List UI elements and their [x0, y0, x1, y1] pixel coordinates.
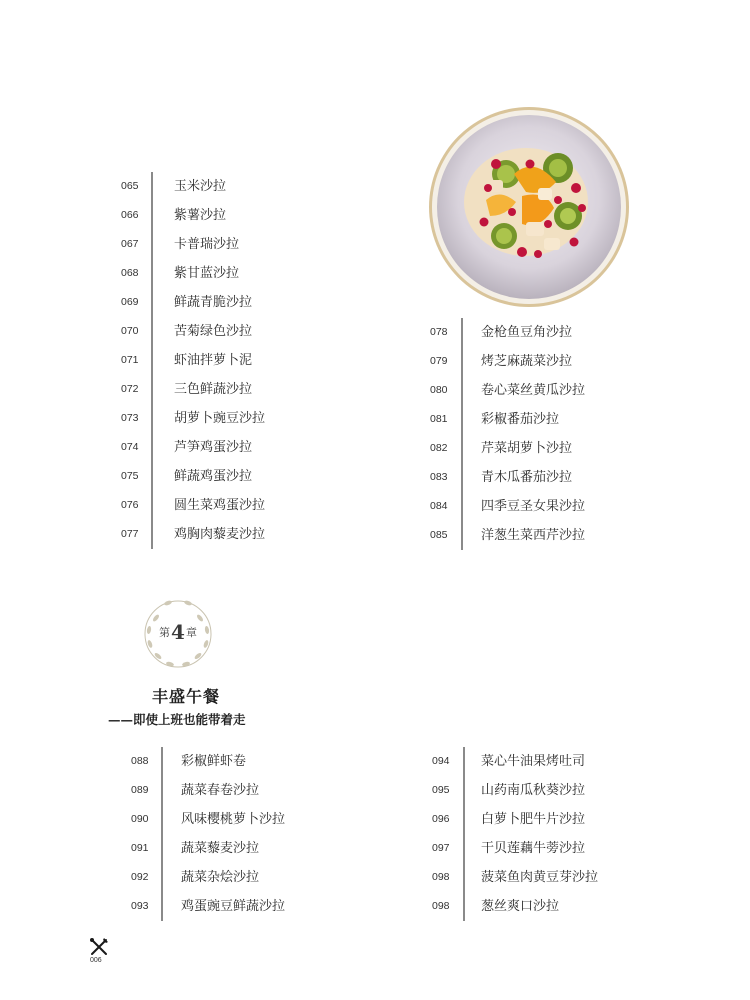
recipe-title: 芹菜胡萝卜沙拉	[481, 441, 573, 456]
recipe-title: 虾油拌萝卜泥	[174, 353, 253, 368]
toc-entry[interactable]	[121, 172, 361, 201]
recipe-title: 芦笋鸡蛋沙拉	[174, 440, 253, 455]
page-ref: 098	[432, 900, 450, 912]
page-ref: 071	[121, 354, 139, 366]
page-ref: 082	[430, 442, 448, 454]
chapter-suffix: 章	[185, 626, 197, 639]
page-ref: 066	[121, 209, 139, 221]
toc-entry[interactable]	[121, 346, 361, 375]
toc-entry[interactable]	[121, 317, 361, 346]
recipe-title: 紫甘蓝沙拉	[174, 266, 240, 281]
page-ref: 072	[121, 383, 139, 395]
recipe-title: 风味樱桃萝卜沙拉	[181, 812, 286, 827]
recipe-title: 山药南瓜秋葵沙拉	[481, 783, 586, 798]
toc-entry[interactable]	[430, 376, 660, 405]
toc-entry[interactable]	[430, 405, 660, 434]
toc-entry[interactable]	[121, 288, 361, 317]
toc-entry[interactable]	[121, 433, 361, 462]
chapter-title: 丰盛午餐	[152, 687, 221, 706]
recipe-title: 苦菊绿色沙拉	[174, 324, 253, 339]
page-ref: 097	[432, 842, 450, 854]
recipe-title: 烤芝麻蔬菜沙拉	[481, 354, 573, 369]
toc-entry[interactable]	[121, 404, 361, 433]
recipe-title: 卡普瑞沙拉	[174, 237, 240, 252]
toc-entry[interactable]	[121, 375, 361, 404]
toc-entry[interactable]	[131, 834, 351, 863]
recipe-title: 鲜蔬青脆沙拉	[174, 295, 253, 310]
recipe-title: 鸡胸肉藜麦沙拉	[174, 527, 266, 542]
page-ref: 090	[131, 813, 149, 825]
recipe-title: 鸡蛋豌豆鲜蔬沙拉	[181, 899, 286, 914]
recipe-title: 四季豆圣女果沙拉	[481, 499, 586, 514]
toc-entry[interactable]	[131, 805, 351, 834]
chapter-number: 4	[171, 620, 185, 644]
page-ref: 083	[430, 471, 448, 483]
toc-column-top-left	[121, 172, 361, 549]
recipe-title: 白萝卜肥牛片沙拉	[481, 812, 586, 827]
chapter-label	[136, 620, 220, 644]
toc-entry[interactable]	[430, 521, 660, 550]
page-ref: 092	[131, 871, 149, 883]
page-ref: 075	[121, 470, 139, 482]
toc-entry[interactable]	[131, 892, 351, 921]
recipe-title: 菜心牛油果烤吐司	[481, 754, 586, 769]
recipe-title: 鲜蔬鸡蛋沙拉	[174, 469, 253, 484]
recipe-title: 蔬菜杂烩沙拉	[181, 870, 260, 885]
page-ref: 085	[430, 529, 448, 541]
toc-column-top-right	[430, 318, 660, 550]
toc-entry[interactable]	[121, 259, 361, 288]
toc-entry[interactable]	[432, 892, 662, 921]
toc-entry[interactable]	[432, 834, 662, 863]
recipe-title: 玉米沙拉	[174, 179, 227, 194]
page-ref: 069	[121, 296, 139, 308]
toc-entry[interactable]	[131, 776, 351, 805]
recipe-title: 卷心菜丝黄瓜沙拉	[481, 383, 586, 398]
recipe-title: 菠菜鱼肉黄豆芽沙拉	[481, 870, 599, 885]
page-ref: 095	[432, 784, 450, 796]
toc-entry[interactable]	[131, 863, 351, 892]
page-number: 006	[90, 957, 102, 964]
toc-column-bottom-left	[131, 747, 351, 921]
toc-column-bottom-right	[432, 747, 662, 921]
page-ref: 079	[430, 355, 448, 367]
toc-entry[interactable]	[121, 520, 361, 549]
recipe-title: 蔬菜藜麦沙拉	[181, 841, 260, 856]
recipe-title: 紫薯沙拉	[174, 208, 227, 223]
page-ref: 074	[121, 441, 139, 453]
page-ref: 070	[121, 325, 139, 337]
fork-knife-icon	[88, 936, 110, 958]
toc-entry[interactable]	[432, 747, 662, 776]
page-ref: 067	[121, 238, 139, 250]
page-ref: 084	[430, 500, 448, 512]
page-ref: 098	[432, 871, 450, 883]
recipe-title: 三色鲜蔬沙拉	[174, 382, 253, 397]
page-ref: 089	[131, 784, 149, 796]
page-ref: 081	[430, 413, 448, 425]
recipe-title: 蔬菜春卷沙拉	[181, 783, 260, 798]
page-ref: 076	[121, 499, 139, 511]
page-ref: 088	[131, 755, 149, 767]
page-ref: 073	[121, 412, 139, 424]
page-ref: 096	[432, 813, 450, 825]
recipe-title: 圆生菜鸡蛋沙拉	[174, 498, 266, 513]
recipe-title: 洋葱生菜西芹沙拉	[481, 528, 586, 543]
salad-bowl-image	[426, 104, 632, 310]
recipe-title: 彩椒番茄沙拉	[481, 412, 560, 427]
toc-entry[interactable]	[121, 230, 361, 259]
toc-entry[interactable]	[131, 747, 351, 776]
page-ref: 091	[131, 842, 149, 854]
page-ref: 065	[121, 180, 139, 192]
toc-entry[interactable]	[430, 347, 660, 376]
toc-entry[interactable]	[430, 492, 660, 521]
recipe-title: 干贝莲藕牛蒡沙拉	[481, 841, 586, 856]
recipe-title: 葱丝爽口沙拉	[481, 899, 560, 914]
toc-entry[interactable]	[432, 776, 662, 805]
recipe-title: 金枪鱼豆角沙拉	[481, 325, 573, 340]
toc-entry[interactable]	[121, 462, 361, 491]
chapter-prefix: 第	[159, 626, 171, 639]
recipe-title: 彩椒鲜虾卷	[181, 754, 247, 769]
toc-entry[interactable]	[121, 201, 361, 230]
toc-entry[interactable]	[432, 805, 662, 834]
toc-entry[interactable]	[430, 463, 660, 492]
page-ref: 077	[121, 528, 139, 540]
toc-entry[interactable]	[121, 491, 361, 520]
page-ref: 068	[121, 267, 139, 279]
page-ref: 080	[430, 384, 448, 396]
recipe-title: 青木瓜番茄沙拉	[481, 470, 573, 485]
page-ref: 093	[131, 900, 149, 912]
chapter-subtitle: ——即使上班也能带着走	[108, 712, 246, 727]
toc-entry[interactable]	[430, 434, 660, 463]
page-ref: 094	[432, 755, 450, 767]
page-ref: 078	[430, 326, 448, 338]
toc-entry[interactable]	[430, 318, 660, 347]
toc-entry[interactable]	[432, 863, 662, 892]
recipe-title: 胡萝卜豌豆沙拉	[174, 411, 266, 426]
